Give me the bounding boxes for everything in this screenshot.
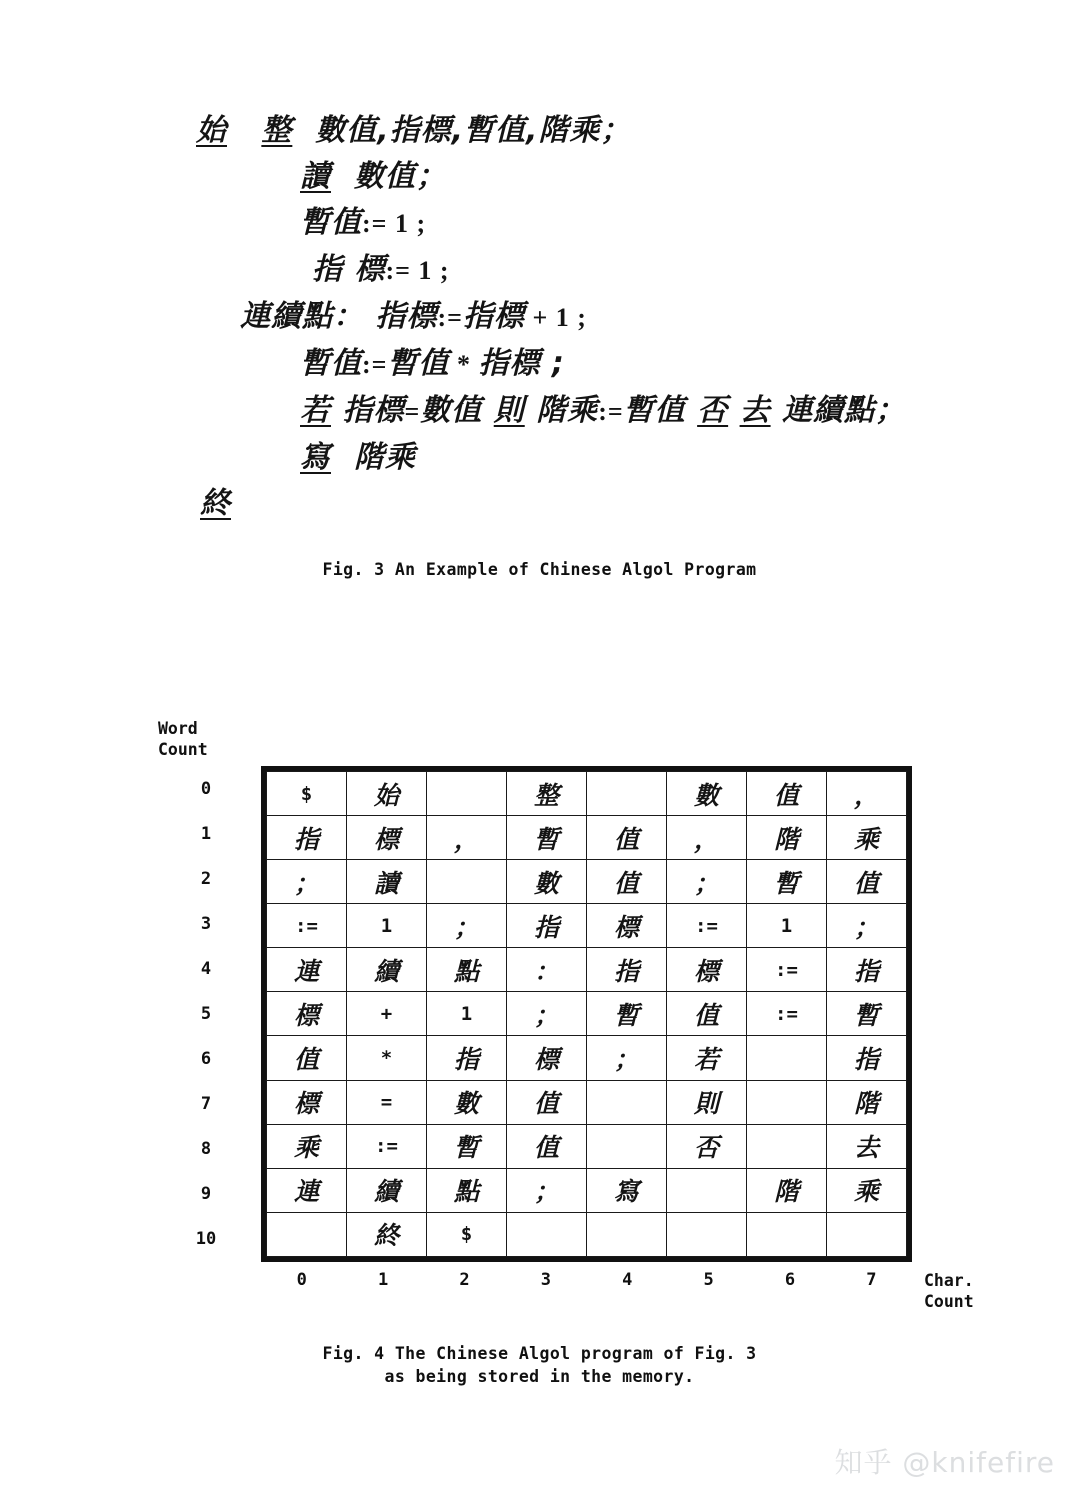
program-token: 暫值: [300, 346, 362, 381]
char-count-tick: 6: [784, 1270, 796, 1290]
memory-cell: ；: [667, 860, 747, 904]
char-count-label-line: Char.: [924, 1271, 974, 1290]
memory-cell: ；: [507, 992, 587, 1036]
memory-table-row: [267, 772, 907, 816]
char-count-tick: 5: [703, 1270, 714, 1290]
figure-3-program-listing: [0, 108, 1079, 527]
memory-cell: 數: [427, 1080, 507, 1124]
memory-cell: 1: [427, 992, 507, 1036]
word-count-tick: 1: [200, 823, 212, 844]
memory-cell: [427, 860, 507, 904]
program-keyword: 寫: [300, 440, 331, 475]
memory-cell: 值: [667, 992, 747, 1036]
program-token: 指標: [364, 299, 438, 334]
char-count-tick: 3: [540, 1270, 551, 1290]
memory-cell: ，: [827, 772, 907, 816]
memory-cell: [427, 772, 507, 816]
program-keyword: 讀: [300, 159, 331, 194]
memory-cell: =: [347, 1080, 427, 1124]
memory-cell: 暫: [587, 992, 667, 1036]
memory-cell: [667, 1212, 747, 1256]
memory-cell: 則: [667, 1080, 747, 1124]
program-token: [227, 113, 261, 148]
memory-table-row: [267, 1212, 907, 1256]
memory-cell: 值: [267, 1036, 347, 1080]
program-token: 階乘: [524, 393, 599, 428]
program-line: [0, 388, 1079, 435]
program-token: 連續點：: [240, 299, 364, 334]
program-token: 指標: [331, 393, 405, 428]
memory-cell: [747, 1124, 827, 1168]
memory-table: [261, 766, 912, 1262]
memory-cell: [267, 1212, 347, 1256]
memory-cell: [587, 772, 667, 816]
word-count-tick: 0: [200, 778, 212, 799]
memory-cell: ；: [427, 904, 507, 948]
memory-cell: 標: [267, 1080, 347, 1124]
figure-4-caption: [0, 1342, 1079, 1388]
memory-cell: [827, 1212, 907, 1256]
program-line: [0, 294, 1079, 341]
memory-cell: 暫: [747, 860, 827, 904]
memory-cell: [747, 1080, 827, 1124]
program-token: 階乘: [331, 440, 416, 475]
program-token: := 1 ;: [362, 209, 427, 238]
word-count-tick: 2: [200, 868, 212, 889]
word-count-tick: 10: [195, 1229, 217, 1250]
memory-cell: 標: [267, 992, 347, 1036]
program-line: [0, 200, 1079, 247]
program-token: 數值: [420, 393, 494, 428]
memory-cell: ，: [667, 816, 747, 860]
memory-cell: 標: [507, 1036, 587, 1080]
memory-cell: ；: [587, 1036, 667, 1080]
char-count-tick: 4: [622, 1270, 633, 1290]
memory-cell: 指: [427, 1036, 507, 1080]
memory-table-row: [267, 816, 907, 860]
char-count-tick: 1: [377, 1270, 389, 1290]
memory-cell: 否: [667, 1124, 747, 1168]
memory-cell: 1: [747, 904, 827, 948]
program-token: 數值,指標,暫值,階乘；: [292, 113, 632, 148]
figure-3-caption: Fig. 3 An Example of Chinese Algol Program: [322, 560, 757, 579]
memory-cell: 乘: [827, 816, 907, 860]
memory-table-body: [267, 772, 907, 1257]
memory-cell: ，: [427, 816, 507, 860]
memory-cell: :=: [747, 992, 827, 1036]
memory-cell: 標: [347, 816, 427, 860]
memory-table-grid: [266, 771, 907, 1257]
memory-cell: 乘: [827, 1168, 907, 1212]
memory-cell: 點: [427, 948, 507, 992]
word-count-label-line: Count: [158, 740, 208, 759]
word-count-tick: 9: [200, 1184, 212, 1205]
memory-cell: 指: [827, 1036, 907, 1080]
memory-cell: :=: [267, 904, 347, 948]
memory-cell: 指: [507, 904, 587, 948]
memory-cell: 指: [587, 948, 667, 992]
program-token: :=: [598, 397, 624, 426]
memory-cell: 點: [427, 1168, 507, 1212]
word-count-tick: 3: [200, 913, 212, 934]
memory-cell: 標: [667, 948, 747, 992]
memory-cell: 讀: [347, 860, 427, 904]
program-line: [0, 247, 1079, 294]
memory-cell: $: [267, 772, 347, 816]
program-token: 連續點；: [770, 393, 907, 428]
char-count-tick-labels: [261, 1270, 912, 1294]
memory-table-row: [267, 1036, 907, 1080]
program-line: [0, 154, 1079, 200]
memory-cell: 始: [347, 772, 427, 816]
program-keyword: 整: [261, 113, 293, 148]
program-line: [0, 481, 1079, 527]
zhihu-watermark: 知乎 @knifefire: [834, 1446, 1055, 1479]
program-token: 暫值: [623, 393, 698, 428]
word-count-label-line: Word: [158, 719, 198, 738]
memory-table-row: [267, 904, 907, 948]
memory-cell: 數: [507, 860, 587, 904]
memory-cell: :=: [347, 1124, 427, 1168]
memory-cell: 整: [507, 772, 587, 816]
word-count-tick: 6: [200, 1049, 212, 1070]
memory-cell: 值: [507, 1080, 587, 1124]
program-token: 暫值: [300, 205, 362, 240]
memory-cell: 值: [747, 772, 827, 816]
memory-cell: 標: [587, 904, 667, 948]
figure-4-caption-line-2: as being stored in the memory.: [384, 1367, 695, 1386]
program-token: :=: [437, 303, 463, 332]
memory-table-row: [267, 992, 907, 1036]
memory-cell: 指: [267, 816, 347, 860]
memory-cell: [667, 1168, 747, 1212]
memory-cell: 終: [347, 1212, 427, 1256]
memory-cell: 寫: [587, 1168, 667, 1212]
memory-cell: :=: [747, 948, 827, 992]
char-count-axis-label: [924, 1270, 974, 1312]
memory-cell: [587, 1212, 667, 1256]
memory-cell: 續: [347, 948, 427, 992]
memory-cell: 去: [827, 1124, 907, 1168]
memory-cell: ；: [827, 904, 907, 948]
program-token: *: [449, 350, 479, 379]
memory-cell: ：: [507, 948, 587, 992]
program-keyword: 終: [200, 486, 231, 521]
word-count-tick: 5: [200, 1004, 212, 1025]
memory-cell: [587, 1080, 667, 1124]
program-token: 暫值: [387, 346, 450, 381]
memory-table-row: [267, 948, 907, 992]
memory-cell: +: [347, 992, 427, 1036]
program-token: [728, 393, 739, 428]
memory-cell: $: [427, 1212, 507, 1256]
figure-4-memory-diagram: [0, 718, 1079, 1338]
memory-cell: 乘: [267, 1124, 347, 1168]
memory-table-row: [267, 1124, 907, 1168]
program-line: [0, 108, 1079, 154]
program-token: 數值；: [331, 159, 447, 194]
memory-cell: 續: [347, 1168, 427, 1212]
memory-cell: 階: [747, 1168, 827, 1212]
memory-cell: [747, 1212, 827, 1256]
program-keyword: 若: [300, 393, 331, 428]
program-token: :=: [362, 350, 388, 379]
memory-cell: 連: [267, 1168, 347, 1212]
program-keyword: 始: [196, 113, 227, 148]
memory-cell: *: [347, 1036, 427, 1080]
word-count-tick: 4: [200, 958, 212, 979]
program-line: [0, 435, 1079, 481]
word-count-tick-labels: [160, 766, 252, 1262]
char-count-tick: 0: [296, 1270, 307, 1290]
memory-cell: 指: [827, 948, 907, 992]
program-token: =: [404, 397, 421, 426]
memory-cell: 階: [747, 816, 827, 860]
memory-cell: [507, 1212, 587, 1256]
memory-cell: 連: [267, 948, 347, 992]
memory-table-row: [267, 1168, 907, 1212]
program-keyword: 去: [739, 393, 771, 428]
memory-table-row: [267, 1080, 907, 1124]
memory-cell: ；: [507, 1168, 587, 1212]
program-token: 指標: [462, 299, 525, 334]
word-count-tick: 7: [200, 1094, 212, 1115]
program-line: [0, 341, 1079, 388]
memory-cell: 若: [667, 1036, 747, 1080]
program-token: 指 標: [312, 252, 386, 287]
char-count-label-line: Count: [924, 1292, 974, 1311]
memory-cell: 暫: [427, 1124, 507, 1168]
memory-cell: 值: [827, 860, 907, 904]
memory-cell: 值: [507, 1124, 587, 1168]
word-count-axis-label: [158, 718, 208, 760]
memory-cell: 數: [667, 772, 747, 816]
memory-table-row: [267, 860, 907, 904]
program-token: + 1 ;: [524, 303, 587, 332]
memory-cell: 1: [347, 904, 427, 948]
program-token: 指標 ;: [478, 346, 565, 381]
program-keyword: 否: [697, 393, 729, 428]
char-count-tick: 2: [459, 1270, 470, 1290]
figure-4-caption-line-1: Fig. 4 The Chinese Algol program of Fig. 3: [322, 1344, 757, 1363]
memory-cell: 暫: [827, 992, 907, 1036]
char-count-tick: 7: [866, 1270, 877, 1290]
word-count-tick: 8: [200, 1139, 212, 1160]
memory-cell: 值: [587, 860, 667, 904]
memory-cell: 值: [587, 816, 667, 860]
memory-cell: [747, 1036, 827, 1080]
memory-cell: 暫: [507, 816, 587, 860]
memory-cell: ；: [267, 860, 347, 904]
memory-cell: [587, 1124, 667, 1168]
memory-cell: :=: [667, 904, 747, 948]
memory-cell: 階: [827, 1080, 907, 1124]
program-token: := 1 ;: [385, 256, 450, 285]
program-keyword: 則: [493, 393, 525, 428]
